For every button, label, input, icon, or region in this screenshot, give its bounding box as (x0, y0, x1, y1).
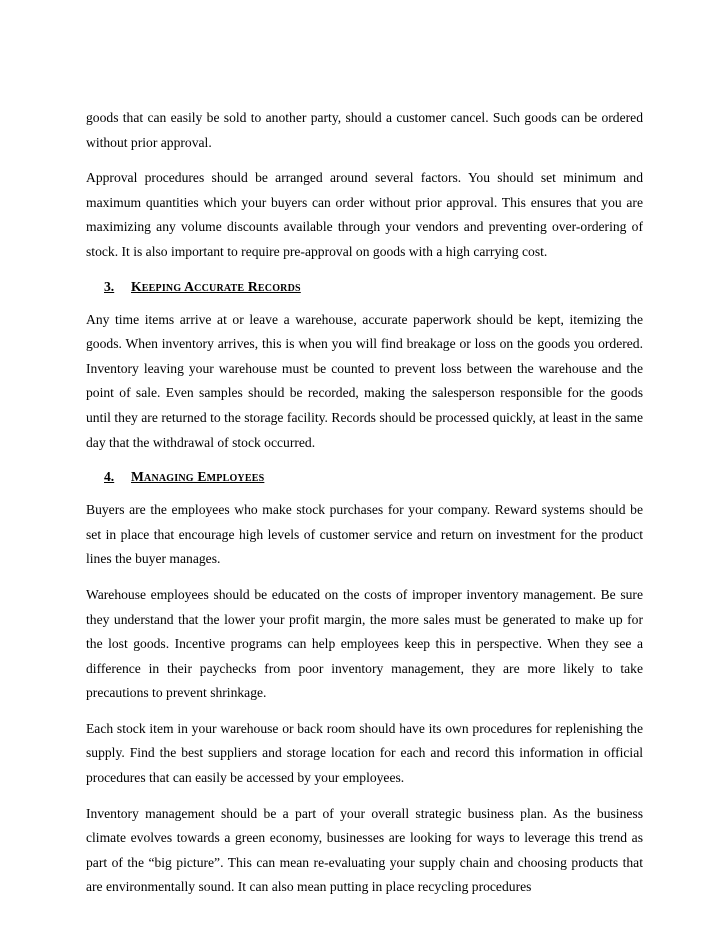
paragraph-strategic-business-plan: Inventory management should be a part of your overall strategic business plan. As the business climate evolves towards a green economy, businesses are looking for ways to leverage this trend as part of the “big picture”. This can mean re-evaluating your supply chain and choosing products that are environmentally sound. It can also mean putting in place recycling procedures (86, 805, 643, 895)
paragraph-stock-item-procedures: Each stock item in your warehouse or back room should have its own procedures for replenishing the supply. Find the best suppliers and storage location for each and record this information in official procedures that can easily be accessed by your employees. (86, 720, 643, 786)
paragraph-goods-continuation: goods that can easily be sold to another party, should a customer cancel. Such goods can be ordered without prior approval. (86, 110, 643, 150)
paragraph-warehouse-employees: Warehouse employees should be educated on the costs of improper inventory management. Be sure they understand that the lower your profit margin, the more sales must be generated to make up for the lost goods. Incentive programs can help employees keep this in perspective. When they see a difference in their paychecks from poor inventory management, they are more likely to take precautions to prevent shrinkage. (86, 586, 643, 701)
section-heading-keeping-accurate-records (86, 276, 643, 298)
section-title: Keeping Accurate Records (131, 278, 301, 294)
paragraph-approval-procedures: Approval procedures should be arranged around several factors. You should set minimum and maximum quantities which your buyers can order without prior approval. This ensures that you are maximizing any volume discounts available through your vendors and preventing over-ordering of stock. It is also important to require pre-approval on goods with a high carrying cost. (86, 170, 643, 259)
paragraph-buyers: Buyers are the employees who make stock purchases for your company. Reward systems should be set in place that encourage high levels of customer service and return on investment for the product lines the buyer manages. (86, 502, 643, 567)
section-heading-managing-employees (86, 466, 643, 488)
section-number: 3. (104, 278, 115, 294)
section-title: Managing Employees (131, 469, 265, 485)
document-page (86, 106, 643, 900)
paragraph-accurate-records: Any time items arrive at or leave a warehouse, accurate paperwork should be kept, itemizing the goods. When inventory arrives, this is when you will find breakage or loss on the goods you ordered. Inventory leaving your warehouse must be counted to prevent loss between the warehouse and the point of sale. Even samples should be recorded, making the salesperson responsible for the goods until they are returned to the storage facility. Records should be processed quickly, at least in the same day that the withdrawal of stock occurred. (86, 311, 643, 450)
section-number: 4. (104, 469, 115, 485)
